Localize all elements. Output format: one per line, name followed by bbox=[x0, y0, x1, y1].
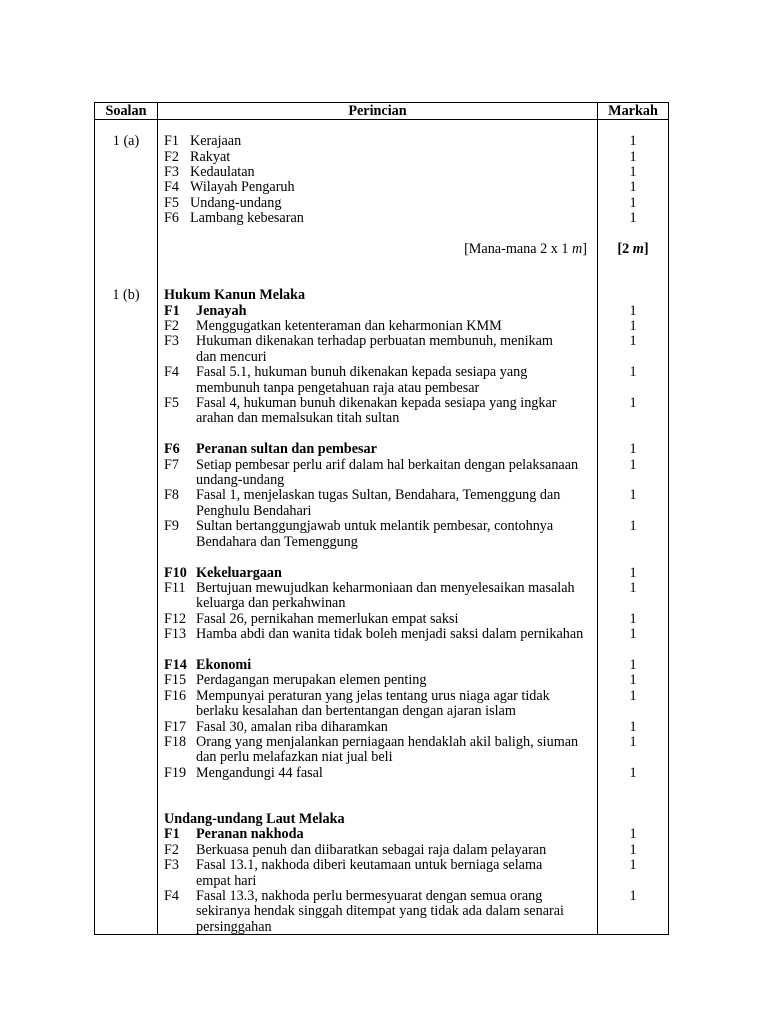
point-mark: 1 bbox=[629, 610, 637, 627]
total-mark-unit: m bbox=[632, 241, 644, 258]
point-text-line: Kerajaan bbox=[190, 133, 242, 150]
point-mark: 1 bbox=[629, 318, 637, 335]
answer-point-row bbox=[158, 627, 668, 642]
point-code: F4 bbox=[164, 888, 179, 904]
point-code: F3 bbox=[164, 333, 179, 350]
point-code: F6 bbox=[164, 210, 179, 227]
point-mark: 1 bbox=[629, 672, 637, 689]
point-text-line: Fasal 5.1, hukuman bunuh dikenakan kepada sesiapa yang bbox=[196, 364, 528, 381]
point-group bbox=[95, 442, 668, 550]
point-text-line: Rakyat bbox=[190, 148, 231, 165]
point-text-line: Jenayah bbox=[196, 302, 247, 319]
point-text bbox=[190, 134, 597, 149]
point-mark: 1 bbox=[629, 841, 637, 858]
answer-point-row bbox=[158, 673, 668, 688]
point-mark: 1 bbox=[629, 888, 637, 904]
answer-point-row bbox=[158, 889, 668, 935]
total-note bbox=[158, 242, 597, 257]
point-code: F15 bbox=[164, 672, 187, 689]
point-text-line: keluarga dan perkahwinan bbox=[196, 595, 346, 612]
point-code: F3 bbox=[164, 164, 179, 180]
point-text bbox=[190, 196, 597, 211]
answer-point-row bbox=[158, 488, 668, 519]
point-detail bbox=[158, 458, 597, 489]
point-text-line: berlaku kesalahan dan bertentangan dengan ajaran islam bbox=[196, 703, 516, 720]
answer-point-row bbox=[158, 334, 668, 365]
point-mark: 1 bbox=[629, 687, 637, 704]
point-text-line: Fasal 1, menjelaskan tugas Sultan, Bendahara, Temenggung dan bbox=[196, 487, 561, 504]
point-code: F12 bbox=[164, 610, 187, 627]
point-mark: 1 bbox=[629, 164, 637, 180]
point-text bbox=[196, 827, 597, 842]
point-text-line: sekiranya hendak singgah ditempat yang tidak ada dalam senarai bbox=[196, 903, 564, 920]
point-text bbox=[196, 581, 597, 612]
answer-point-row bbox=[158, 150, 668, 165]
header-soalan: Soalan bbox=[105, 103, 147, 119]
point-code: F2 bbox=[164, 318, 179, 335]
point-text-line: Peranan sultan dan pembesar bbox=[196, 441, 377, 458]
question-block bbox=[95, 134, 668, 257]
total-marks-row bbox=[158, 242, 668, 257]
point-detail bbox=[158, 673, 597, 688]
point-text-line: Undang-undang bbox=[190, 194, 282, 211]
point-group bbox=[95, 658, 668, 781]
point-code: F9 bbox=[164, 518, 179, 535]
point-text bbox=[190, 180, 597, 195]
header-markah: Markah bbox=[608, 103, 658, 119]
sub-heading-row bbox=[158, 658, 668, 673]
point-text-line: Berkuasa penuh dan diibaratkan sebagai raja dalam pelayaran bbox=[196, 841, 547, 858]
point-text bbox=[196, 673, 597, 688]
point-detail bbox=[158, 180, 597, 195]
point-code: F18 bbox=[164, 733, 187, 750]
point-text-line: Fasal 30, amalan riba diharamkan bbox=[196, 718, 388, 735]
table-header bbox=[95, 103, 668, 120]
point-text bbox=[196, 735, 597, 766]
point-code: F16 bbox=[164, 687, 187, 704]
point-code: F10 bbox=[164, 564, 187, 581]
point-code: F7 bbox=[164, 456, 179, 473]
point-text-line: persinggahan bbox=[196, 918, 272, 935]
point-text-line: Kedaulatan bbox=[190, 164, 255, 180]
answer-point-row bbox=[158, 843, 668, 858]
point-text bbox=[196, 612, 597, 627]
sub-heading-row bbox=[158, 304, 668, 319]
point-detail bbox=[158, 488, 597, 519]
total-mark-close: ] bbox=[643, 241, 649, 258]
point-text-line: Bertujuan mewujudkan keharmoniaan dan menyelesaikan masalah bbox=[196, 579, 575, 596]
point-text-line: Fasal 13.1, nakhoda diberi keutamaan untuk berniaga selama bbox=[196, 857, 543, 874]
answer-point-row bbox=[158, 196, 668, 211]
point-detail bbox=[158, 196, 597, 211]
point-mark: 1 bbox=[629, 179, 637, 196]
point-mark: 1 bbox=[629, 579, 637, 596]
point-text-line: Setiap pembesar perlu arif dalam hal berkaitan dengan pelaksanaan bbox=[196, 456, 579, 473]
point-text-line: Perdagangan merupakan elemen penting bbox=[196, 672, 427, 689]
sub-heading-row bbox=[158, 566, 668, 581]
point-text-line: membunuh tanpa pengetahuan raja atau pembesar bbox=[196, 379, 480, 396]
point-text bbox=[196, 658, 597, 673]
point-text-line: Ekonomi bbox=[196, 656, 252, 673]
point-text-line: Fasal 13.3, nakhoda perlu bermesyuarat dengan semua orang bbox=[196, 888, 543, 904]
point-text bbox=[196, 442, 597, 457]
total-note-text: [Mana-mana 2 x 1 bbox=[464, 241, 573, 258]
answer-point-row bbox=[158, 211, 668, 226]
point-detail bbox=[158, 827, 597, 842]
point-code: F14 bbox=[164, 656, 187, 673]
point-detail bbox=[158, 566, 597, 581]
point-detail bbox=[158, 165, 597, 180]
point-text-line: Fasal 26, pernikahan memerlukan empat saksi bbox=[196, 610, 459, 627]
point-text bbox=[196, 566, 597, 581]
point-mark: 1 bbox=[629, 333, 637, 350]
point-text-line: Sultan bertanggungjawab untuk melantik pembesar, contohnya bbox=[196, 518, 554, 535]
answer-point-row bbox=[158, 180, 668, 195]
point-detail bbox=[158, 658, 597, 673]
point-mark: 1 bbox=[629, 718, 637, 735]
point-mark: 1 bbox=[629, 626, 637, 643]
answer-point-row bbox=[158, 396, 668, 427]
sub-heading-row bbox=[158, 442, 668, 457]
point-code: F6 bbox=[164, 441, 180, 458]
point-text bbox=[196, 766, 597, 781]
point-group bbox=[95, 827, 668, 935]
point-detail bbox=[158, 843, 597, 858]
answer-point-row bbox=[158, 458, 668, 489]
point-text bbox=[196, 858, 597, 889]
point-text-line: Bendahara dan Temenggung bbox=[196, 533, 358, 550]
point-detail bbox=[158, 211, 597, 226]
point-mark: 1 bbox=[629, 564, 637, 581]
point-mark: 1 bbox=[629, 441, 637, 458]
point-detail bbox=[158, 150, 597, 165]
answer-point-row bbox=[158, 689, 668, 720]
point-text-line: dan perlu melafazkan niat jual beli bbox=[196, 749, 393, 766]
total-note-unit: m bbox=[572, 241, 583, 258]
part-title-row bbox=[158, 812, 668, 827]
answer-part bbox=[95, 812, 668, 935]
point-code: F13 bbox=[164, 626, 187, 643]
point-mark: 1 bbox=[629, 487, 637, 504]
point-mark: 1 bbox=[629, 133, 637, 150]
point-detail bbox=[158, 442, 597, 457]
point-mark: 1 bbox=[629, 826, 637, 843]
point-code: F17 bbox=[164, 718, 187, 735]
question-block bbox=[95, 288, 668, 935]
point-detail bbox=[158, 581, 597, 612]
point-text bbox=[190, 150, 597, 165]
point-code: F3 bbox=[164, 857, 179, 874]
point-text-line: Penghulu Bendahari bbox=[196, 502, 312, 519]
point-detail bbox=[158, 134, 597, 149]
point-text bbox=[196, 458, 597, 489]
answer-point-row bbox=[158, 766, 668, 781]
point-group bbox=[95, 304, 668, 427]
point-detail bbox=[158, 396, 597, 427]
point-text-line: undang-undang bbox=[196, 472, 285, 489]
point-text-line: Lambang kebesaran bbox=[190, 210, 304, 227]
table-body bbox=[95, 120, 668, 935]
point-detail bbox=[158, 612, 597, 627]
part-title: Undang-undang Laut Melaka bbox=[164, 810, 345, 827]
answer-point-row bbox=[158, 165, 668, 180]
point-text-line: Orang yang menjalankan perniagaan hendaklah akil baligh, siuman bbox=[196, 733, 579, 750]
point-text-line: Menggugatkan ketenteraman dan keharmonian KMM bbox=[196, 318, 502, 335]
total-note-close: ] bbox=[582, 241, 587, 258]
answer-point-row bbox=[158, 858, 668, 889]
point-code: F4 bbox=[164, 364, 179, 381]
point-code: F2 bbox=[164, 148, 179, 165]
point-text-line: Peranan nakhoda bbox=[196, 826, 304, 843]
point-text bbox=[196, 334, 597, 365]
header-perincian: Perincian bbox=[348, 103, 407, 119]
part-title-row bbox=[158, 288, 668, 303]
answer-point-row bbox=[158, 319, 668, 334]
answer-point-row bbox=[158, 735, 668, 766]
point-group bbox=[95, 134, 668, 226]
answer-point-row bbox=[158, 612, 668, 627]
point-code: F19 bbox=[164, 764, 187, 781]
point-mark: 1 bbox=[629, 764, 637, 781]
point-detail bbox=[158, 858, 597, 889]
total-mark-text: [2 bbox=[617, 241, 633, 258]
point-code: F2 bbox=[164, 841, 179, 858]
point-mark: 1 bbox=[629, 518, 637, 535]
point-text bbox=[196, 519, 597, 550]
point-text bbox=[196, 365, 597, 396]
point-code: F8 bbox=[164, 487, 179, 504]
point-text bbox=[196, 304, 597, 319]
point-detail bbox=[158, 627, 597, 642]
point-code: F5 bbox=[164, 194, 179, 211]
sub-heading-row bbox=[158, 827, 668, 842]
point-text bbox=[196, 488, 597, 519]
point-mark: 1 bbox=[629, 656, 637, 673]
point-text bbox=[196, 319, 597, 334]
answer-point-row bbox=[158, 720, 668, 735]
point-code: F11 bbox=[164, 579, 186, 596]
question-number: 1 (a) bbox=[112, 133, 140, 150]
point-text-line: arahan dan memalsukan titah sultan bbox=[196, 410, 400, 427]
point-mark: 1 bbox=[629, 456, 637, 473]
total-mark bbox=[598, 242, 668, 257]
part-title: Hukum Kanun Melaka bbox=[164, 287, 306, 304]
point-mark: 1 bbox=[629, 210, 637, 227]
point-detail bbox=[158, 735, 597, 766]
point-mark: 1 bbox=[629, 302, 637, 319]
point-text bbox=[196, 720, 597, 735]
point-detail bbox=[158, 689, 597, 720]
point-mark: 1 bbox=[629, 395, 637, 412]
point-text-line: Mempunyai peraturan yang jelas tentang urus niaga agar tidak bbox=[196, 687, 550, 704]
point-detail bbox=[158, 334, 597, 365]
point-text bbox=[196, 627, 597, 642]
point-text-line: empat hari bbox=[196, 872, 257, 889]
point-text-line: Fasal 4, hukuman bunuh dikenakan kepada sesiapa yang ingkar bbox=[196, 395, 557, 412]
answer-part bbox=[95, 134, 668, 226]
answer-point-row bbox=[158, 581, 668, 612]
point-text bbox=[196, 889, 597, 935]
point-group bbox=[95, 566, 668, 643]
point-text bbox=[196, 843, 597, 858]
point-text bbox=[196, 396, 597, 427]
question-number: 1 (b) bbox=[112, 287, 140, 304]
point-code: F1 bbox=[164, 826, 180, 843]
point-detail bbox=[158, 365, 597, 396]
answer-part bbox=[95, 288, 668, 781]
point-text bbox=[196, 689, 597, 720]
point-detail bbox=[158, 304, 597, 319]
point-text-line: Hukuman dikenakan terhadap perbuatan membunuh, menikam bbox=[196, 333, 553, 350]
point-text-line: Hamba abdi dan wanita tidak boleh menjadi saksi dalam pernikahan bbox=[196, 626, 584, 643]
answer-point-row bbox=[158, 519, 668, 550]
point-mark: 1 bbox=[629, 148, 637, 165]
point-text-line: Kekeluargaan bbox=[196, 564, 282, 581]
answer-point-row bbox=[158, 365, 668, 396]
point-code: F1 bbox=[164, 302, 180, 319]
point-mark: 1 bbox=[629, 364, 637, 381]
answer-point-row bbox=[158, 134, 668, 149]
point-code: F1 bbox=[164, 133, 179, 150]
point-text bbox=[190, 165, 597, 180]
point-mark: 1 bbox=[629, 194, 637, 211]
point-text-line: dan mencuri bbox=[196, 348, 267, 365]
point-text bbox=[190, 211, 597, 226]
point-text-line: Wilayah Pengaruh bbox=[190, 179, 295, 196]
point-mark: 1 bbox=[629, 857, 637, 874]
point-code: F4 bbox=[164, 179, 179, 196]
point-detail bbox=[158, 889, 597, 935]
marking-scheme-table bbox=[94, 102, 669, 935]
point-mark: 1 bbox=[629, 733, 637, 750]
point-detail bbox=[158, 519, 597, 550]
point-detail bbox=[158, 720, 597, 735]
point-text-line: Mengandungi 44 fasal bbox=[196, 764, 323, 781]
point-detail bbox=[158, 319, 597, 334]
point-code: F5 bbox=[164, 395, 179, 412]
point-detail bbox=[158, 766, 597, 781]
